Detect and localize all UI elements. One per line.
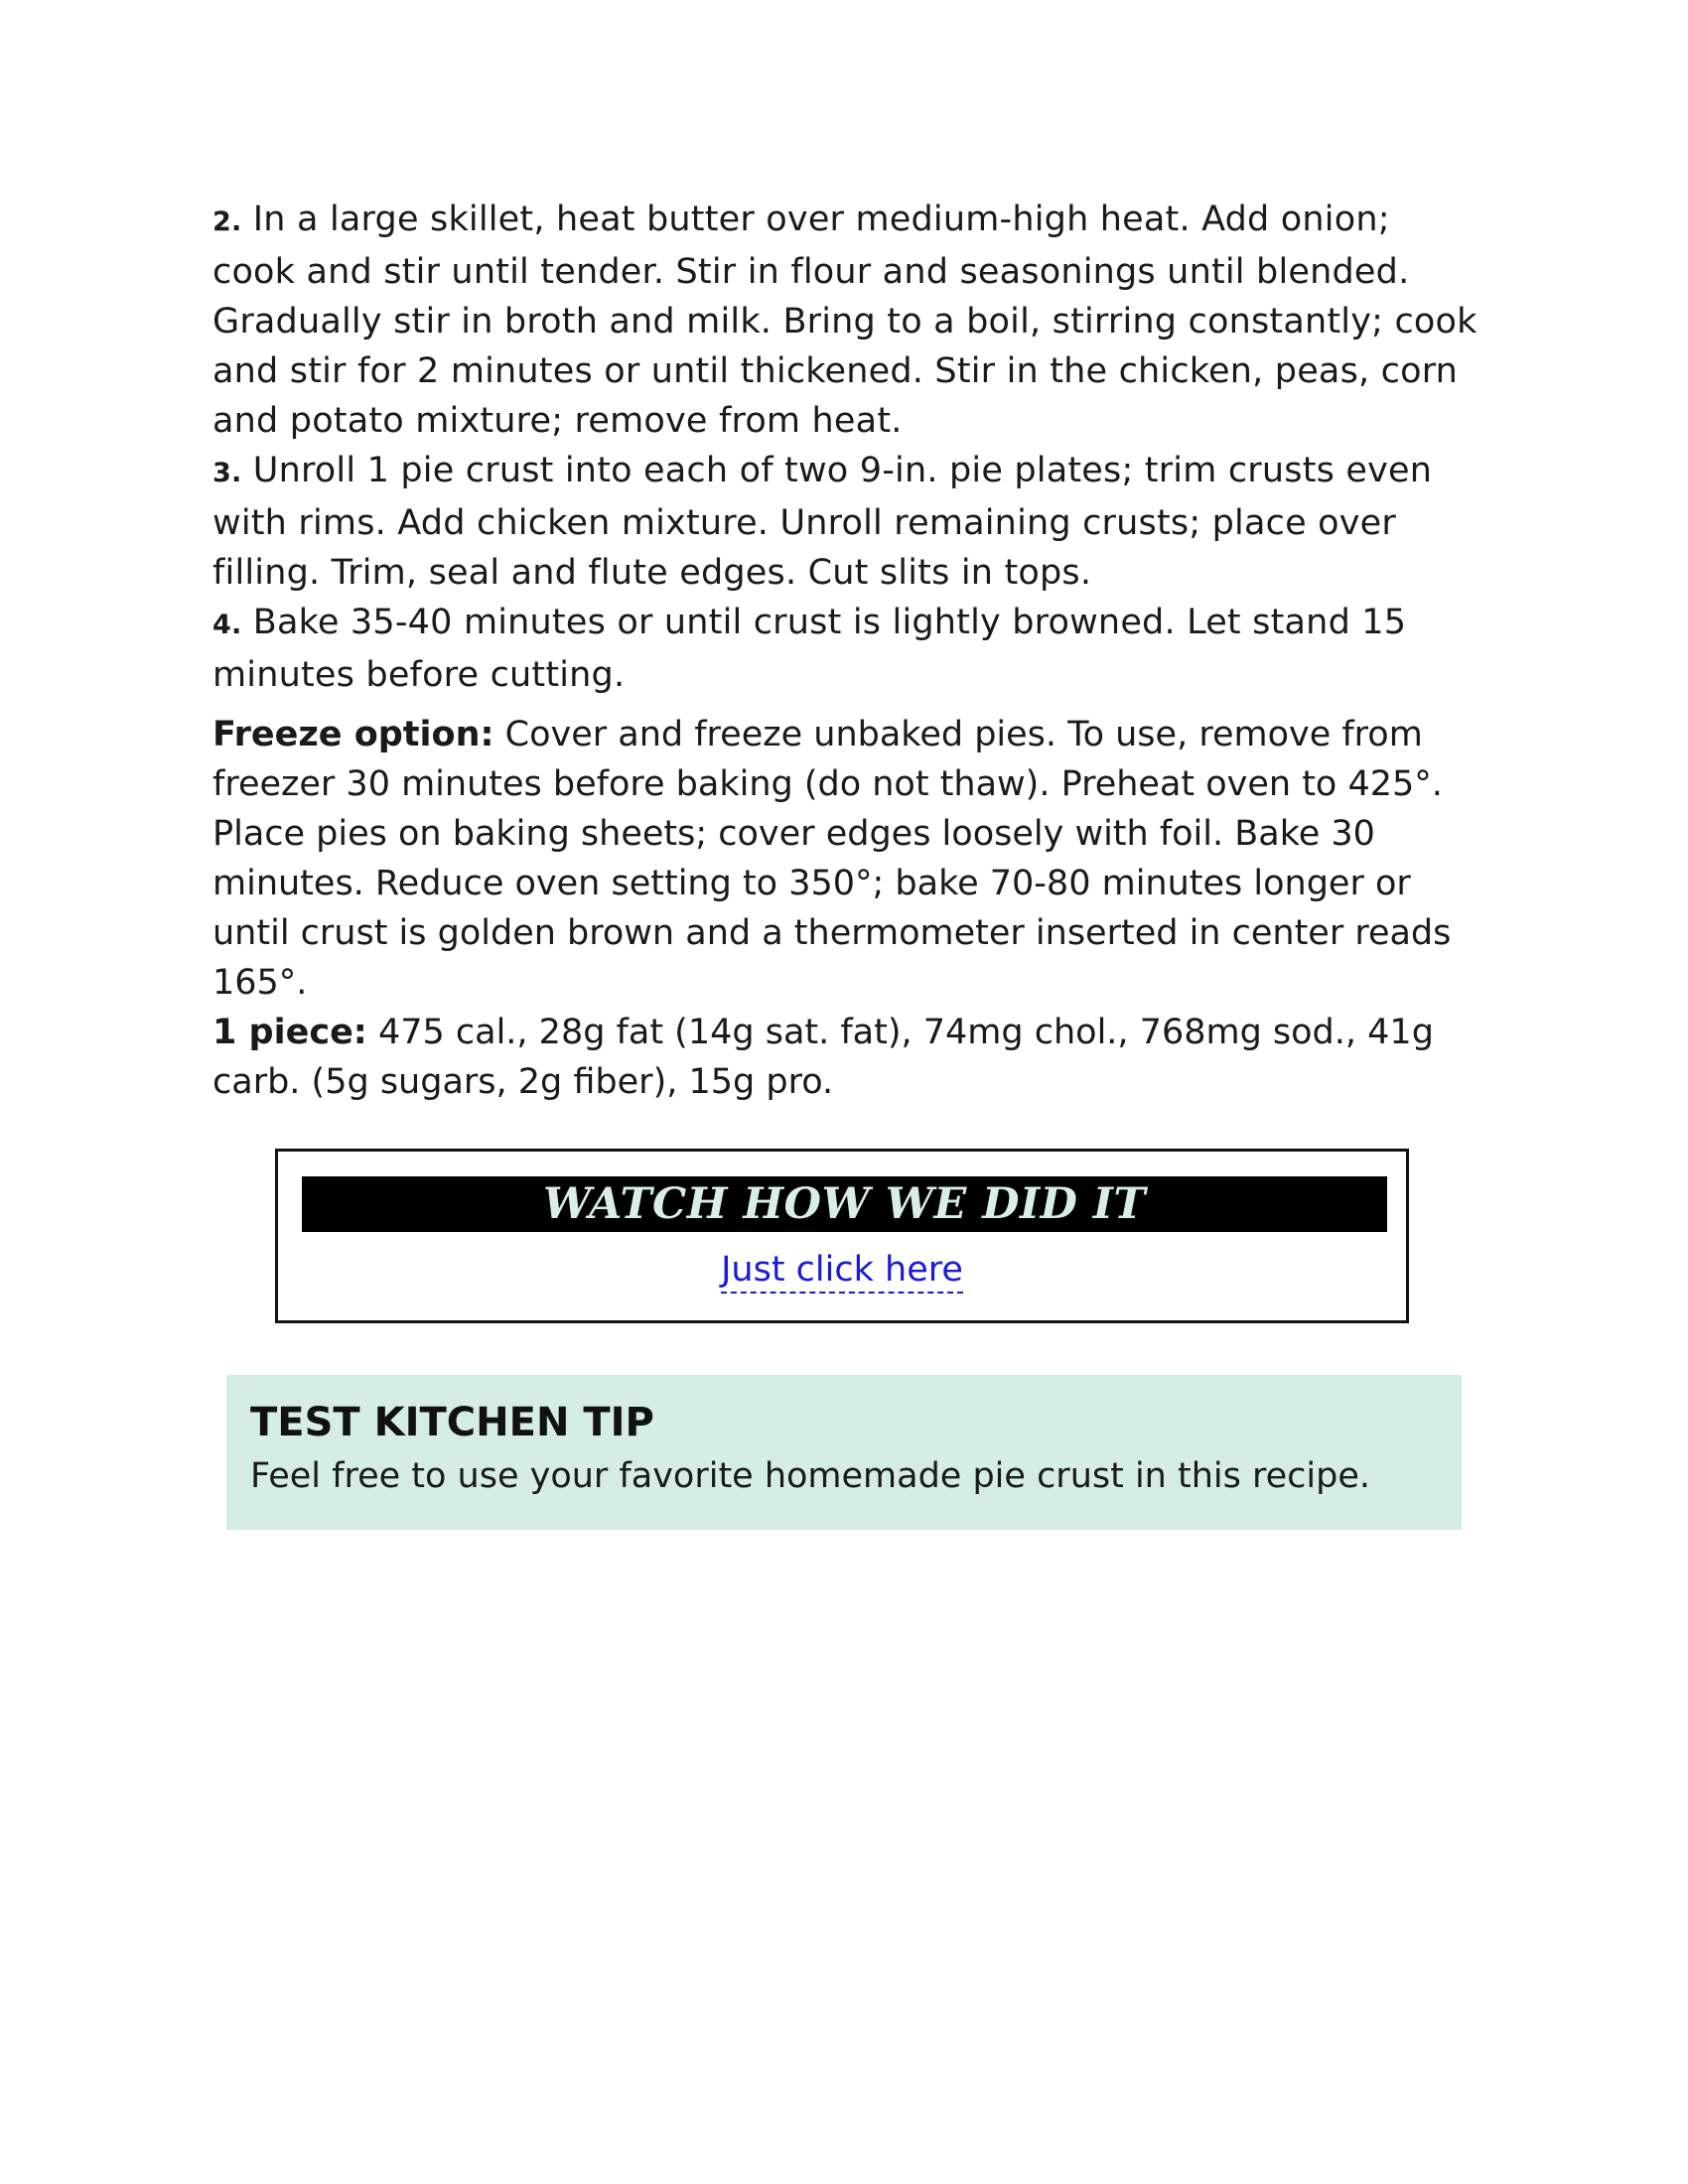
step-text: Unroll 1 pie crust into each of two 9-in. pie plates; trim crusts even with rims. Add chicken mixture. Unroll remaining crusts; place over filling. Trim, seal and flute edges. Cut slits in tops. xyxy=(212,451,1433,593)
direction-step xyxy=(212,195,1483,446)
step-text: In a large skillet, heat butter over medium-high heat. Add onion; cook and stir until tender. Stir in flour and seasonings until blended. Gradually stir in broth and milk. Bring to a boil, stirring constantly; cook and stir for 2 minutes or until thickened. Stir in the chicken, peas, corn and potato mixture; remove from heat. xyxy=(212,200,1477,441)
freeze-option-label: Freeze option: xyxy=(212,715,494,754)
step-text: Bake 35-40 minutes or until crust is lightly browned. Let stand 15 minutes before cutting. xyxy=(212,603,1407,695)
video-callout-title: WATCH HOW WE DID IT xyxy=(302,1176,1387,1232)
directions-list xyxy=(212,195,1483,700)
recipe-content xyxy=(212,195,1483,1107)
video-link-wrapper xyxy=(278,1250,1406,1290)
step-number: 2. xyxy=(212,206,242,237)
tip-text: Feel free to use your favorite homemade pie crust in this recipe. xyxy=(250,1456,1370,1496)
nutrition-facts xyxy=(212,1008,1483,1107)
tip-title: TEST KITCHEN TIP xyxy=(250,1400,654,1445)
test-kitchen-tip-box xyxy=(226,1375,1462,1530)
direction-step xyxy=(212,446,1483,598)
nutrition-label: 1 piece: xyxy=(212,1013,367,1052)
video-callout-box xyxy=(275,1149,1409,1323)
video-link[interactable]: Just click here xyxy=(721,1250,963,1294)
direction-step xyxy=(212,598,1483,700)
step-number: 3. xyxy=(212,458,242,488)
freeze-option-text: Cover and freeze unbaked pies. To use, remove from freezer 30 minutes before baking (do not thaw). Preheat oven to 425°. Place pies on baking sheets; cover edges loosely with foil. Bake 30 minutes. Reduce oven setting to 350°; bake 70-80 minutes longer or until crust is golden brown and a thermometer inserted in center reads 165°. xyxy=(212,715,1452,1003)
freeze-option xyxy=(212,710,1483,1008)
nutrition-text: 475 cal., 28g fat (14g sat. fat), 74mg chol., 768mg sod., 41g carb. (5g sugars, 2g fiber), 15g pro. xyxy=(212,1013,1434,1102)
freeze-and-nutrition xyxy=(212,710,1483,1107)
step-number: 4. xyxy=(212,610,242,640)
